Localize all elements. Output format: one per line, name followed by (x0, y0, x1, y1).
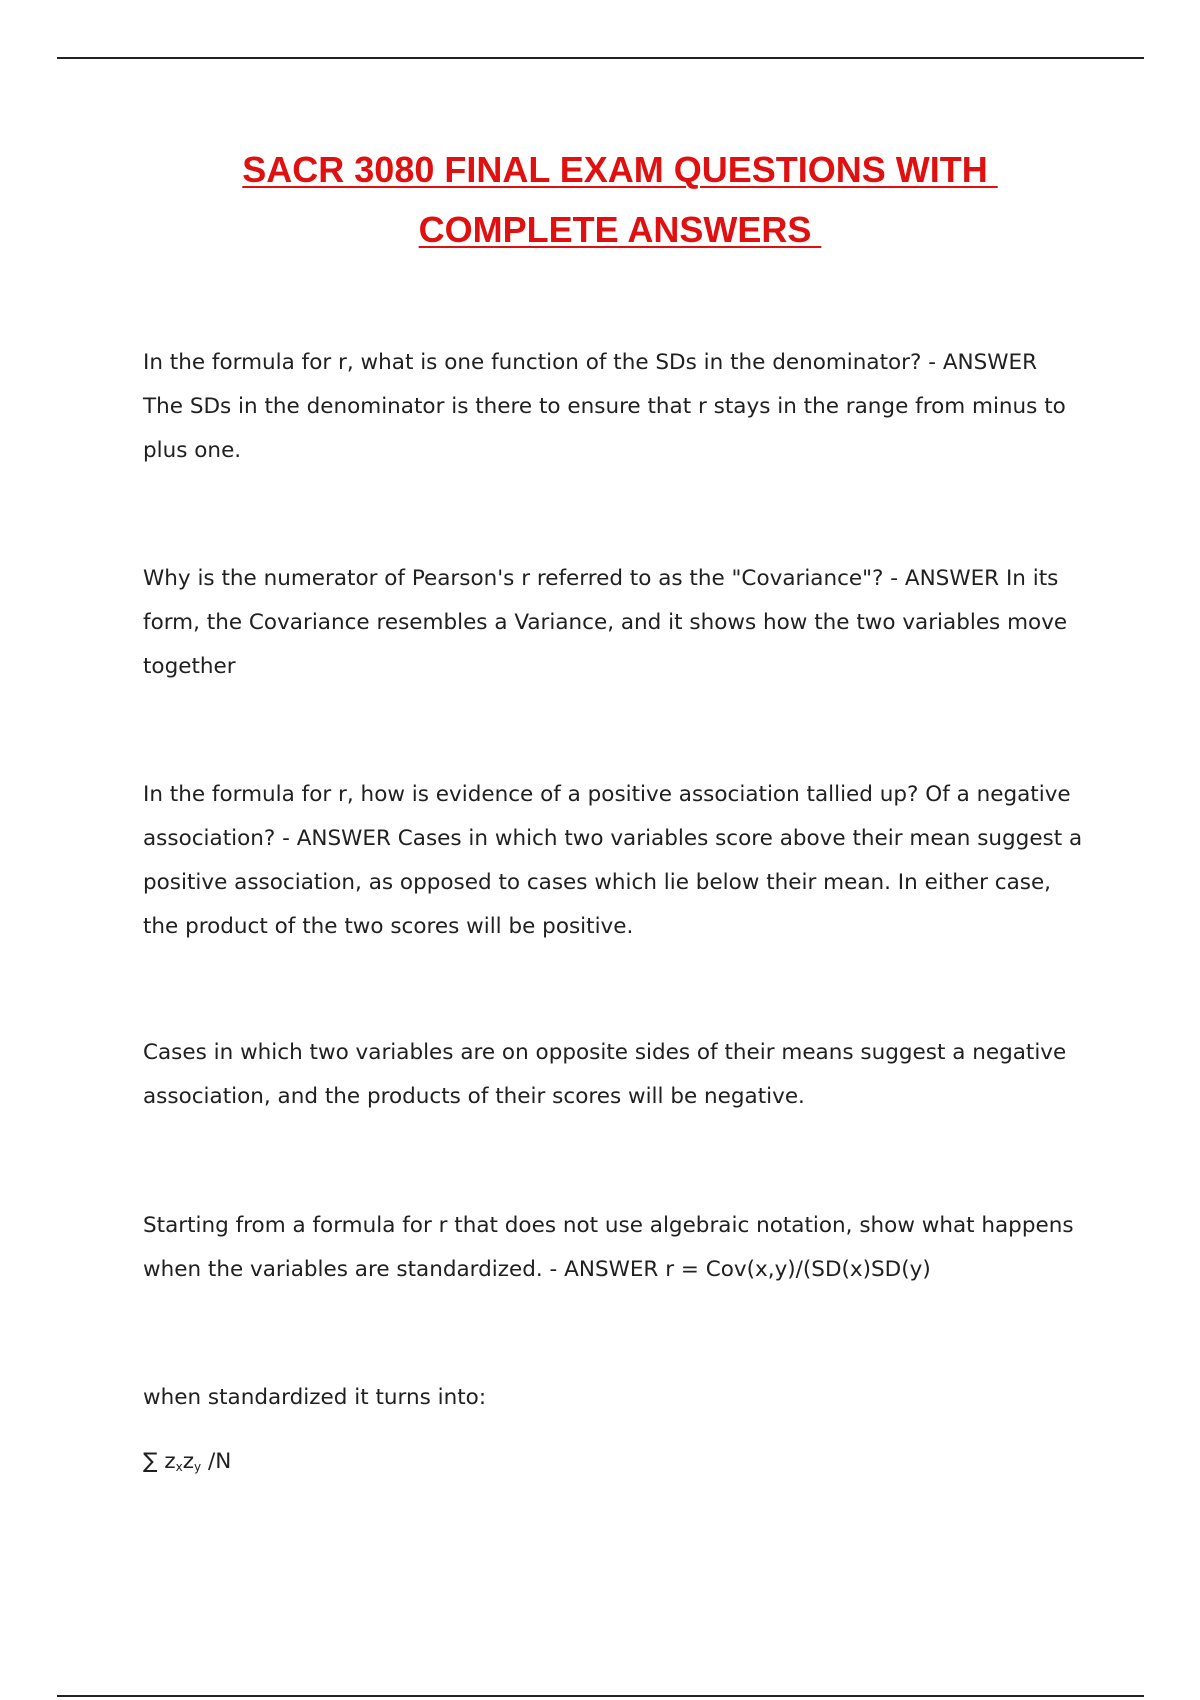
formula-subscript-x: x (175, 1460, 183, 1474)
formula-z: z (182, 1449, 195, 1474)
paragraph-6: when standardized it turns into: (143, 1385, 487, 1410)
formula-line (143, 1440, 1083, 1484)
paragraph-4: Cases in which two variables are on opposite sides of their means suggest a negative association, and the products of their scores will be negative. (143, 1040, 1067, 1109)
title-line-2: COMPLETE ANSWERS (418, 209, 822, 250)
paragraph-1: In the formula for r, what is one function of the SDs in the denominator? - ANSWER The SDs in the denominator is there to ensure that r stays in the range from minus to plus one. (143, 350, 1066, 463)
paragraph-5: Starting from a formula for r that does not use algebraic notation, show what happens when the variables are standardized. - ANSWER r = Cov(x,y)/(SD(x)SD(y) (143, 1213, 1074, 1282)
bottom-rule (57, 1695, 1144, 1697)
formula-prefix: ∑ z (143, 1449, 176, 1474)
formula-subscript-y: y (194, 1460, 202, 1474)
title-line-1: SACR 3080 FINAL EXAM QUESTIONS WITH (242, 149, 998, 190)
paragraph-2: Why is the numerator of Pearson's r referred to as the "Covariance"? - ANSWER In its form, the Covariance resembles a Variance, and it shows how the two variables move together (143, 566, 1068, 679)
top-rule (57, 57, 1144, 59)
formula-suffix: /N (201, 1449, 232, 1474)
paragraph-3: In the formula for r, how is evidence of a positive association tallied up? Of a negative association? - ANSWER Cases in which two variables score above their mean suggest a positive association, as opposed to cases which lie below their mean. In either case, the product of the two scores will be positive. (143, 782, 1083, 939)
document-title (0, 140, 1200, 260)
